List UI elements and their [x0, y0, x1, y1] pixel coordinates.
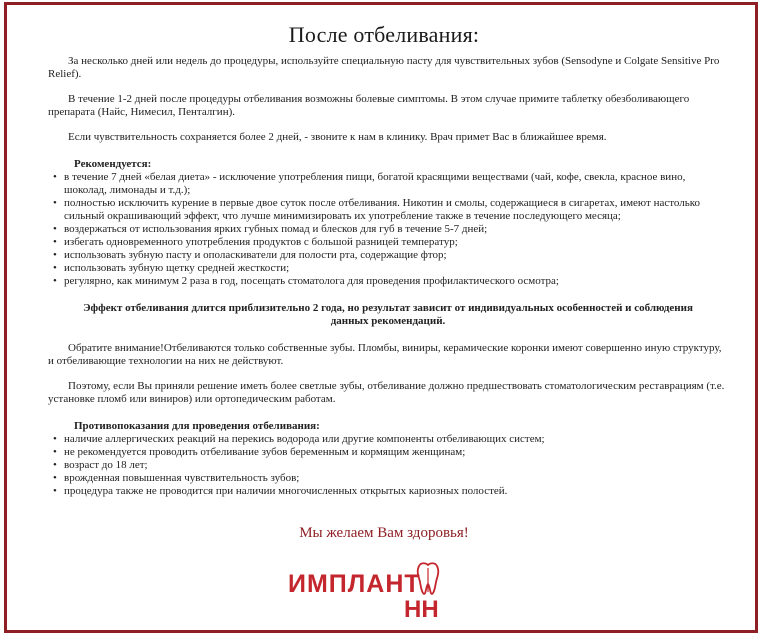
contraindications-list: [48, 433, 728, 498]
notes-paragraph-restorations: Поэтому, если Вы приняли решение иметь более светлые зубы, отбеливание должно предшествовать стоматологическим реставрациям (т.е. установке пломб или виниров) или ортопедическим работам.: [48, 380, 725, 405]
page-title: После отбеливания:: [288, 22, 480, 47]
logo-subtitle: НН: [404, 596, 439, 623]
tooth-icon: [415, 562, 441, 596]
list-item: • процедура также не проводится при наличии многочисленных открытых кариозных полостей.: [48, 485, 728, 498]
list-item: • в течение 7 дней «белая диета» - исключение употребления пищи, богатой красящими веществами (чай, кофе, свекла, красное вино, шоколад, лимонады и т.д.);: [48, 171, 728, 197]
intro-paragraph-sensitivity: Если чувствительность сохраняется более 2 дней, - звоните к нам в клинику. Врач примет Вас в ближайшее время.: [68, 131, 607, 143]
closing-wish: Мы желаем Вам здоровья!: [299, 525, 469, 541]
clinic-logo: [288, 560, 458, 626]
list-item: • регулярно, как минимум 2 раза в год, посещать стоматолога для проведения профилактического осмотра;: [48, 275, 728, 288]
list-item: • не рекомендуется проводить отбеливание зубов беременным и кормящим женщинам;: [48, 446, 728, 459]
effect-line-1: Эффект отбеливания длится приблизительно 2 года, но результат зависит от индивидуальных особенностей и соблюдения: [83, 302, 693, 314]
recommended-list: [48, 171, 728, 288]
list-item: • возраст до 18 лет;: [48, 459, 728, 472]
document-body: [48, 55, 728, 498]
intro-paragraph-toothpaste: За несколько дней или недель до процедуры, используйте специальную пасту для чувствительных зубов (Sensodyne и Colgate Sensitive Pro Relief).: [48, 55, 720, 80]
list-item: • полностью исключить курение в первые двое суток после отбеливания. Никотин и смолы, содержащиеся в сигаретах, имеют настолько сильный окрашивающий эффект, что лучше минимизировать их употребление также в течение последующего месяца;: [48, 197, 728, 223]
notes-paragraph-own-teeth: Обратите внимание!Отбеливаются только собственные зубы. Пломбы, виниры, керамические коронки имеют совершенно иную структуру, и отбеливающие технологии на них не действуют.: [48, 342, 722, 367]
contraindications-heading: Противопоказания для проведения отбеливания:: [74, 420, 320, 432]
logo-wordmark: ИМПЛАНТ: [288, 570, 421, 598]
list-item: • использовать зубную пасту и ополаскиватели для полости рта, содержащие фтор;: [48, 249, 728, 262]
effect-line-2: данных рекомендаций.: [330, 315, 446, 327]
effect-statement: [48, 302, 728, 328]
intro-paragraph-pain: В течение 1-2 дней после процедуры отбеливания возможны болевые симптомы. В этом случае примите таблетку обезболивающего препарата (Найс, Нимесил, Пенталгин).: [48, 93, 690, 118]
list-item: • врожденная повышенная чувствительность зубов;: [48, 472, 728, 485]
list-item: • использовать зубную щетку средней жесткости;: [48, 262, 728, 275]
list-item: • наличие аллергических реакций на перекись водорода или другие компоненты отбеливающих систем;: [48, 433, 728, 446]
list-item: • избегать одновременного употребления продуктов с большой разницей температур;: [48, 236, 728, 249]
list-item: • воздержаться от использования ярких губных помад и блесков для губ в течение 5-7 дней;: [48, 223, 728, 236]
recommended-heading: Рекомендуется:: [74, 158, 152, 170]
